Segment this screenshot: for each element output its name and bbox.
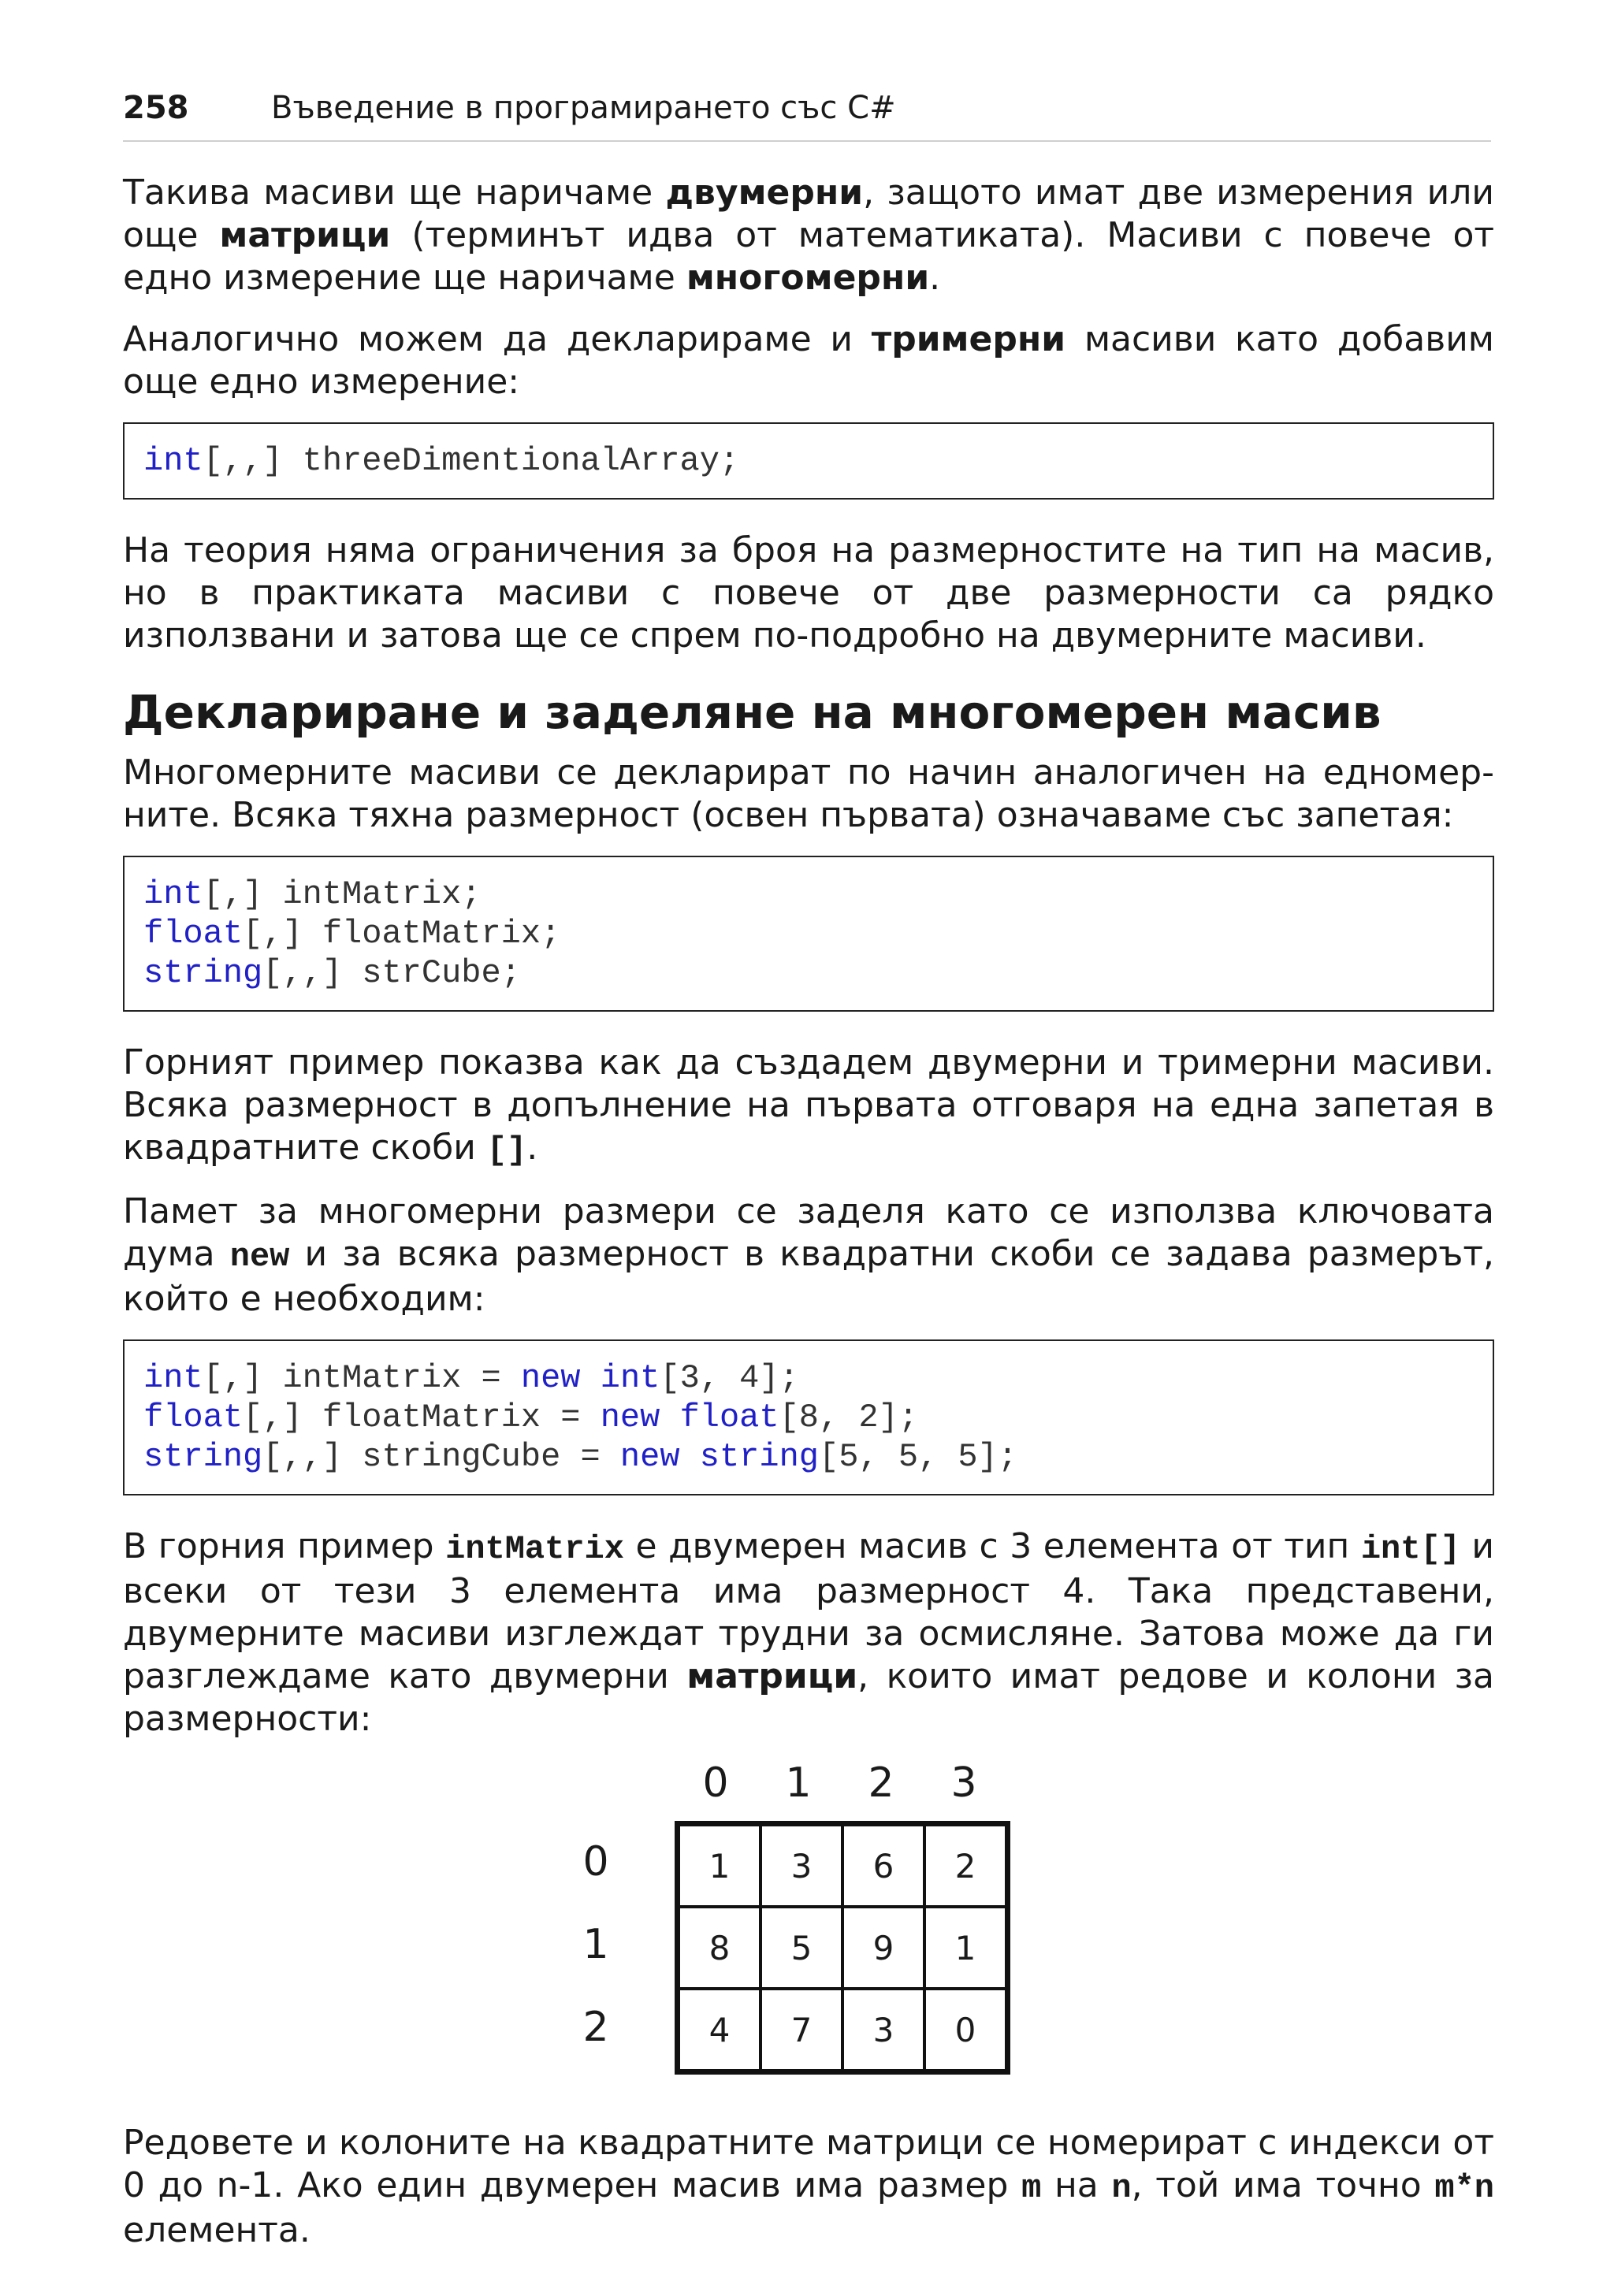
paragraph-dimension-limits: На теория няма ограничения за броя на размерностите на тип на масив, но в практиката масиви с повече от две размерности са рядко използвани и затова ще се спрем по-подробно на двумерните масиви. <box>123 530 1494 656</box>
matrix-cell: 3 <box>761 1825 842 1907</box>
book-title: Въведение в програмирането със C# <box>271 90 896 126</box>
matrix-cell: 5 <box>761 1907 842 1989</box>
page-content <box>123 172 1494 2271</box>
page-header <box>123 76 1491 142</box>
paragraph-indices: Редовете и колоните на квадратните матрици се номерират с индекси от 0 до n-1. Ако един двумерен масив има размер m на n, той има точно m*n елемента. <box>123 2123 1495 2250</box>
paragraph-example-explanation: Горният пример показва как да създадем двумерни и тримерни масиви. Всяка размерност в допълнение на първата отговаря на една запетая в квадратните скоби []. <box>123 1042 1494 1169</box>
paragraph-matrix-explanation: В горния пример intMatrix е двумерен масив с 3 елемента от тип int[] и всеки от тези 3 елемента има размерност 4. Така представени, двумерните масиви изглеждат трудни за осмисляне. Затова може да ги разглеждаме като двумерни матрици, които имат редове и колони за размерности: <box>123 1526 1494 1739</box>
matrix-row-label: 2 <box>582 2004 609 2051</box>
matrix-column-label: 1 <box>785 1759 812 1807</box>
matrix-cell: 0 <box>924 1989 1006 2071</box>
page-number: 258 <box>123 90 189 126</box>
matrix-cell: 7 <box>761 1989 842 2071</box>
paragraph-declaration: Многомерните масиви се декларират по начин аналогичен на едномерните. Всяка тяхна размерност (освен първата) означаваме със запетая: <box>123 752 1494 835</box>
matrix-row-label: 0 <box>582 1838 609 1885</box>
paragraph-two-dimensional: Такива масиви ще наричаме двумерни, защото имат две измерения или още матрици (терминът идва от математиката). Масиви с повече от едно измерение ще наричаме многомерни. <box>123 173 1494 298</box>
matrix-cell: 1 <box>679 1825 761 1907</box>
paragraph-memory-allocation: Памет за многомерни размери се заделя като се използва ключовата дума new и за всяка размерност в квадратни скоби се задава размерът, който е необходим: <box>123 1191 1494 1319</box>
code-block-declarations: int[,] intMatrix; float[,] floatMatrix; string[,,] strCube; <box>123 856 1494 1012</box>
matrix-cell: 4 <box>679 1989 761 2071</box>
section-title: Деклариране и заделяне на многомерен масив <box>123 685 1382 739</box>
matrix-cell: 2 <box>924 1825 1006 1907</box>
matrix-cell: 1 <box>924 1907 1006 1989</box>
matrix-cell: 6 <box>842 1825 924 1907</box>
code-block-3d-declaration: int[,,] threeDimentionalArray; <box>123 422 1494 500</box>
paragraph-three-dimensional: Аналогично можем да декларираме и тримерни масиви като добавим още едно измерение: <box>123 319 1494 402</box>
matrix-figure <box>123 1759 1494 2106</box>
code-block-allocations: int[,] intMatrix = new int[3, 4]; float[,] floatMatrix = new float[8, 2]; string[,,] stringCube = new string[5, 5, 5]; <box>123 1339 1494 1495</box>
matrix-cell: 9 <box>842 1907 924 1989</box>
matrix-cell: 3 <box>842 1989 924 2071</box>
matrix-grid <box>675 1821 1010 2075</box>
matrix-column-label: 3 <box>950 1759 977 1807</box>
matrix-column-label: 0 <box>702 1759 729 1807</box>
matrix-column-label: 2 <box>868 1759 894 1807</box>
matrix-row-label: 1 <box>582 1921 609 1968</box>
matrix-cell: 8 <box>679 1907 761 1989</box>
